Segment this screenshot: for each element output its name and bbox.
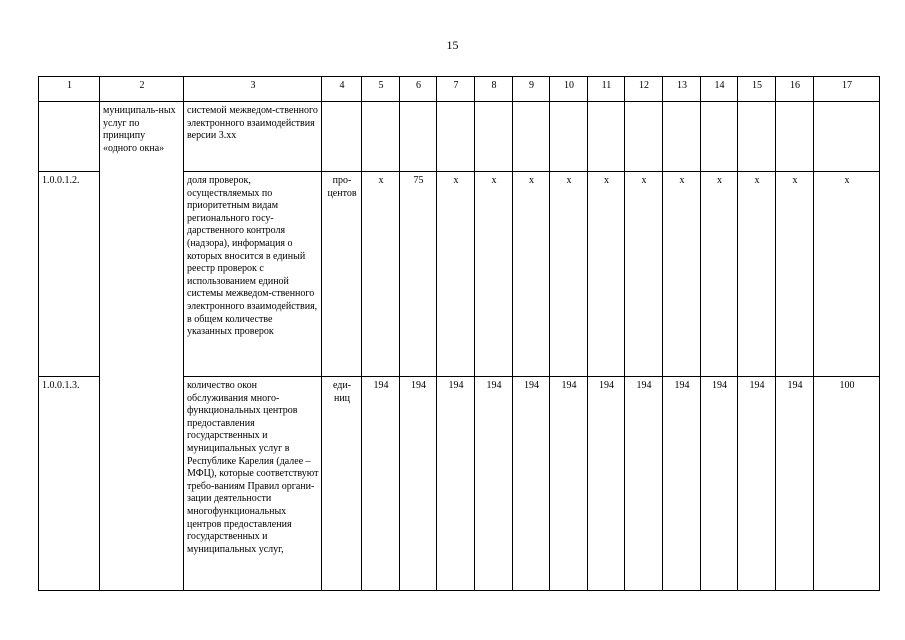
value-cell [776, 102, 814, 172]
column-number: 15 [738, 77, 776, 102]
value-cell [362, 102, 400, 172]
value-cell: х [550, 172, 588, 377]
value-cell [400, 102, 437, 172]
value-cell: х [588, 172, 625, 377]
column-number: 2 [100, 77, 184, 102]
value-cell: х [625, 172, 663, 377]
column-number: 8 [475, 77, 513, 102]
value-cell [550, 102, 588, 172]
value-cell [738, 102, 776, 172]
value-cell: х [437, 172, 475, 377]
column-number: 7 [437, 77, 475, 102]
value-cell [588, 102, 625, 172]
value-cell: х [738, 172, 776, 377]
unit-cell: про-центов [322, 172, 362, 377]
value-cell [625, 102, 663, 172]
value-cell: 194 [513, 377, 550, 591]
value-cell: 194 [738, 377, 776, 591]
value-cell: х [776, 172, 814, 377]
value-cell: 194 [625, 377, 663, 591]
value-cell: 75 [400, 172, 437, 377]
value-cell: х [513, 172, 550, 377]
table-row [39, 102, 880, 172]
indicator-description-cell: системой межведом-ственного электронного взаимодействия версии 3.хх [184, 102, 322, 172]
service-name-cell: муниципаль-ных услуг по принципу «одного окна» [100, 102, 184, 172]
row-id-cell: 1.0.0.1.3. [39, 377, 100, 591]
column-number: 12 [625, 77, 663, 102]
indicator-description-cell: количество окон обслуживания много-функциональных центров предоставления государственных и муниципальных услуг в Республике Карелия (далее – МФЦ), которые соответствуют требо-ваниям Правил органи-зации деятельности многофункциональных центров предоставления государственных и муниципальных услуг, [184, 377, 322, 591]
value-cell: 194 [437, 377, 475, 591]
value-cell: х [362, 172, 400, 377]
table-row [39, 377, 880, 591]
indicator-description-cell: доля проверок, осуществляемых по приоритетным видам регионального госу-дарственного контроля (надзора), информация о которых вносится в единый реестр проверок с использованием единой системы межведом-ственного электронного взаимодействия, в общем количестве указанных проверок [184, 172, 322, 377]
value-cell: х [475, 172, 513, 377]
column-number: 13 [663, 77, 701, 102]
unit-cell [322, 102, 362, 172]
value-cell [513, 102, 550, 172]
value-cell: 194 [550, 377, 588, 591]
value-cell: 194 [588, 377, 625, 591]
column-number: 1 [39, 77, 100, 102]
column-number: 3 [184, 77, 322, 102]
column-number: 9 [513, 77, 550, 102]
value-cell: 194 [475, 377, 513, 591]
column-number: 16 [776, 77, 814, 102]
column-number: 17 [814, 77, 880, 102]
indicators-table [38, 76, 880, 591]
unit-cell: еди-ниц [322, 377, 362, 591]
column-number: 11 [588, 77, 625, 102]
value-cell: х [663, 172, 701, 377]
column-number: 14 [701, 77, 738, 102]
value-cell: х [814, 172, 880, 377]
page-number: 15 [446, 38, 459, 52]
column-number: 6 [400, 77, 437, 102]
table-row [39, 172, 880, 377]
value-cell [814, 102, 880, 172]
row-id-cell: 1.0.0.1.2. [39, 172, 100, 377]
service-name-cell [100, 377, 184, 591]
value-cell [701, 102, 738, 172]
value-cell: 194 [701, 377, 738, 591]
value-cell: 194 [362, 377, 400, 591]
value-cell [475, 102, 513, 172]
value-cell [437, 102, 475, 172]
table-header-row [39, 77, 880, 102]
column-number: 10 [550, 77, 588, 102]
value-cell: 194 [400, 377, 437, 591]
column-number: 5 [362, 77, 400, 102]
column-number: 4 [322, 77, 362, 102]
value-cell [663, 102, 701, 172]
value-cell: 100 [814, 377, 880, 591]
service-name-cell [100, 172, 184, 377]
row-id-cell [39, 102, 100, 172]
value-cell: 194 [776, 377, 814, 591]
value-cell: х [701, 172, 738, 377]
value-cell: 194 [663, 377, 701, 591]
